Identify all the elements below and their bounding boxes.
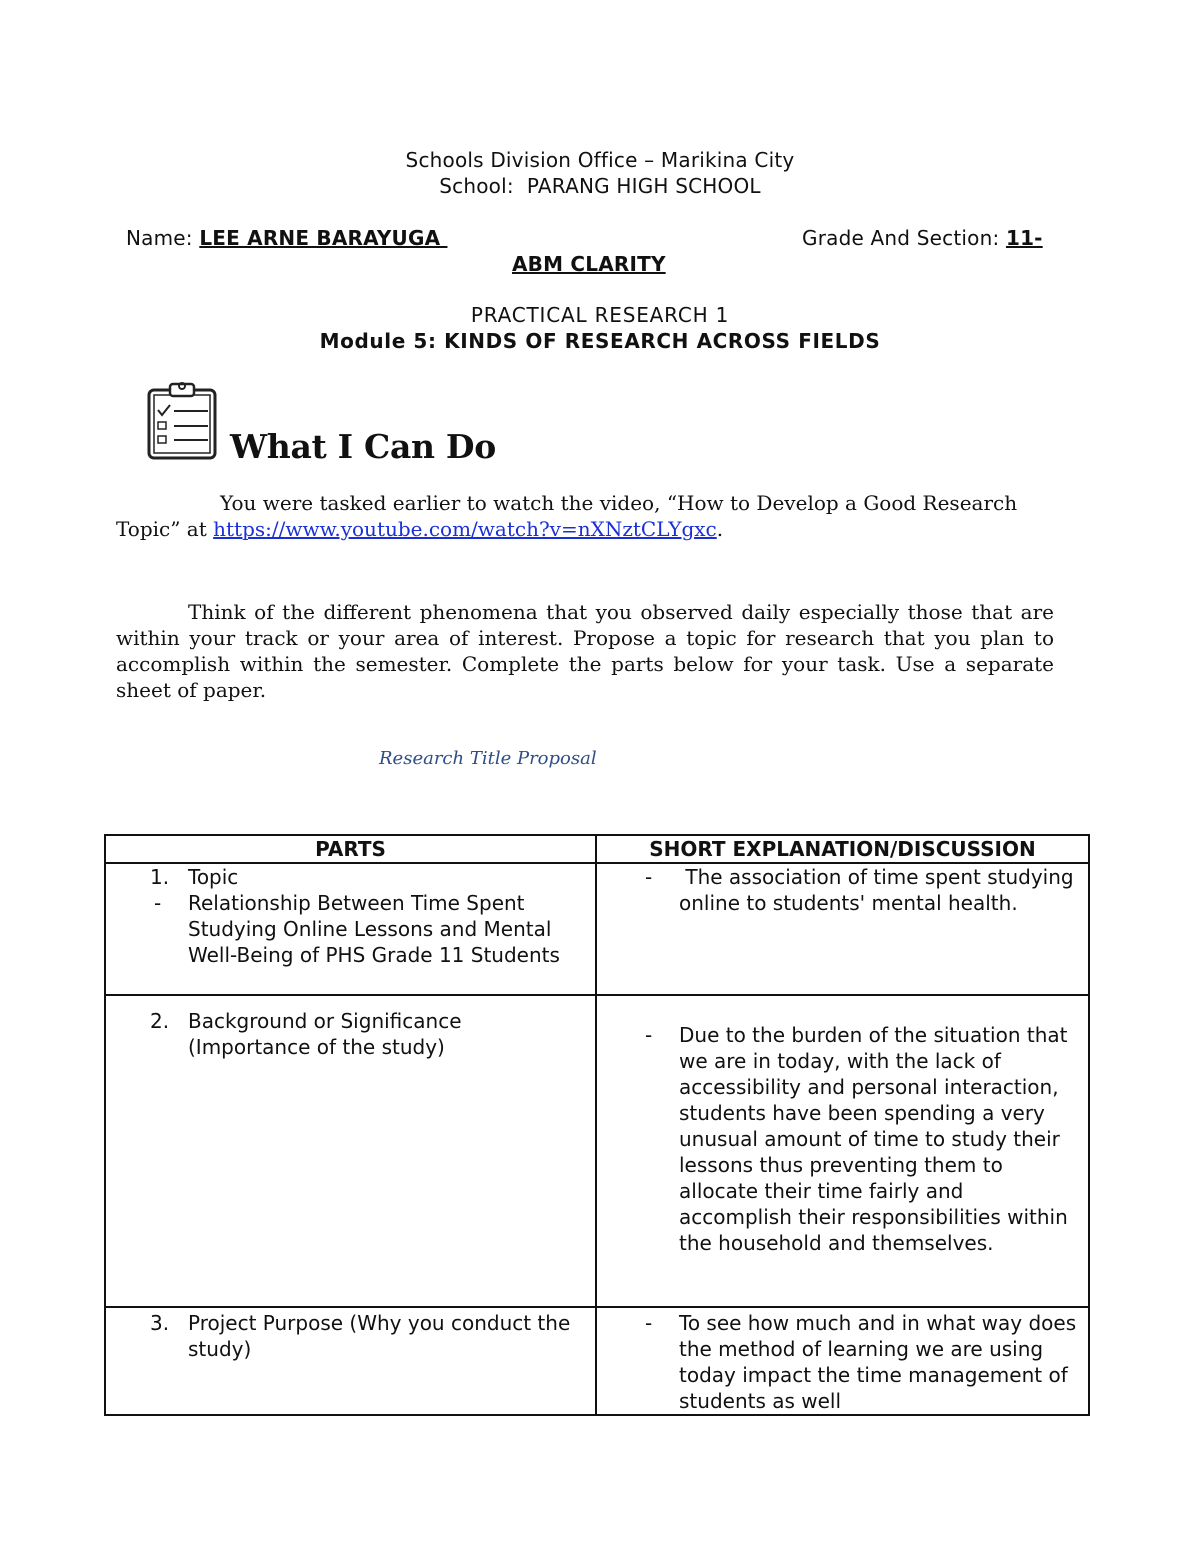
module-title: Module 5: KINDS OF RESEARCH ACROSS FIELDS [319,329,881,353]
school-name: PARANG HIGH SCHOOL [526,174,761,198]
part-label: Background or Significance (Importance of the study) [188,1009,462,1059]
row-number: 3. [150,1311,170,1335]
explanation-text: The association of time spent studying online to students' mental health. [679,865,1080,915]
intro-paragraph [116,490,1054,542]
proposal-title: Research Title Proposal [379,748,597,769]
intro-line-1: You were tasked earlier to watch the video, “How to Develop a Good Research [220,491,1018,515]
table-row [105,1307,1089,1415]
table-row [105,995,1089,1307]
part-label: Project Purpose (Why you conduct the study) [188,1311,571,1361]
intro-suffix: . [716,517,724,541]
part-cell [105,863,596,995]
dash-bullet: - [645,1311,653,1335]
explanation-cell [596,863,1089,995]
table-header-row [105,835,1089,863]
dash-bullet: - [645,1023,653,1047]
header-parts: PARTS [105,835,596,863]
intro-line-2 [116,516,1054,542]
grade-label: Grade And Section: [802,226,1000,250]
row-number: 1. [150,865,170,889]
office-line: Schools Division Office – Marikina City [405,148,795,172]
research-proposal-table [104,834,1090,1416]
instructions-paragraph: Think of the different phenomena that you observed daily especially those that are within your track or your area of interest. Propose a topic for research that you plan to accomplish within the semester. Complete the parts below for your task. Use a separate sheet of paper. [116,600,1054,702]
subject-title: PRACTICAL RESEARCH 1 [470,303,730,327]
grade-line [802,226,1043,250]
intro-prefix: Topic” at [116,517,214,541]
checklist-icon [146,378,220,462]
explanation-cell [596,1307,1089,1415]
section-value: ABM CLARITY [512,252,666,276]
table-row [105,863,1089,995]
header-explanation: SHORT EXPLANATION/DISCUSSION [596,835,1089,863]
explanation-cell [596,995,1089,1307]
video-link[interactable]: https://www.youtube.com/watch?v=nXNztCLYgxc [213,517,717,541]
student-name: LEE ARNE BARAYUGA [199,226,448,250]
school-line [0,174,1200,198]
name-line [126,226,447,250]
section-heading: What I Can Do [230,427,496,466]
row-number: 2. [150,1009,170,1033]
name-label: Name: [126,226,193,250]
dash-bullet: - [645,865,653,889]
explanation-text: Due to the burden of the situation that we are in today, with the lack of accessibility and personal interaction, students have been spending a very unusual amount of time to study their lessons thus preventing them to allocate their time fairly and accomplish their responsibilities within the household and themselves. [679,1023,1068,1255]
part-detail: Relationship Between Time Spent Studying Online Lessons and Mental Well-Being of PHS Grade 11 Students [188,891,560,967]
part-label: Topic [188,865,239,889]
grade-value: 11- [1005,226,1043,250]
school-label: School: [439,174,514,198]
part-cell [105,995,596,1307]
dash-bullet: - [154,891,162,915]
explanation-text: To see how much and in what way does the method of learning we are using today impact the time management of students as well [679,1311,1077,1413]
part-cell [105,1307,596,1415]
